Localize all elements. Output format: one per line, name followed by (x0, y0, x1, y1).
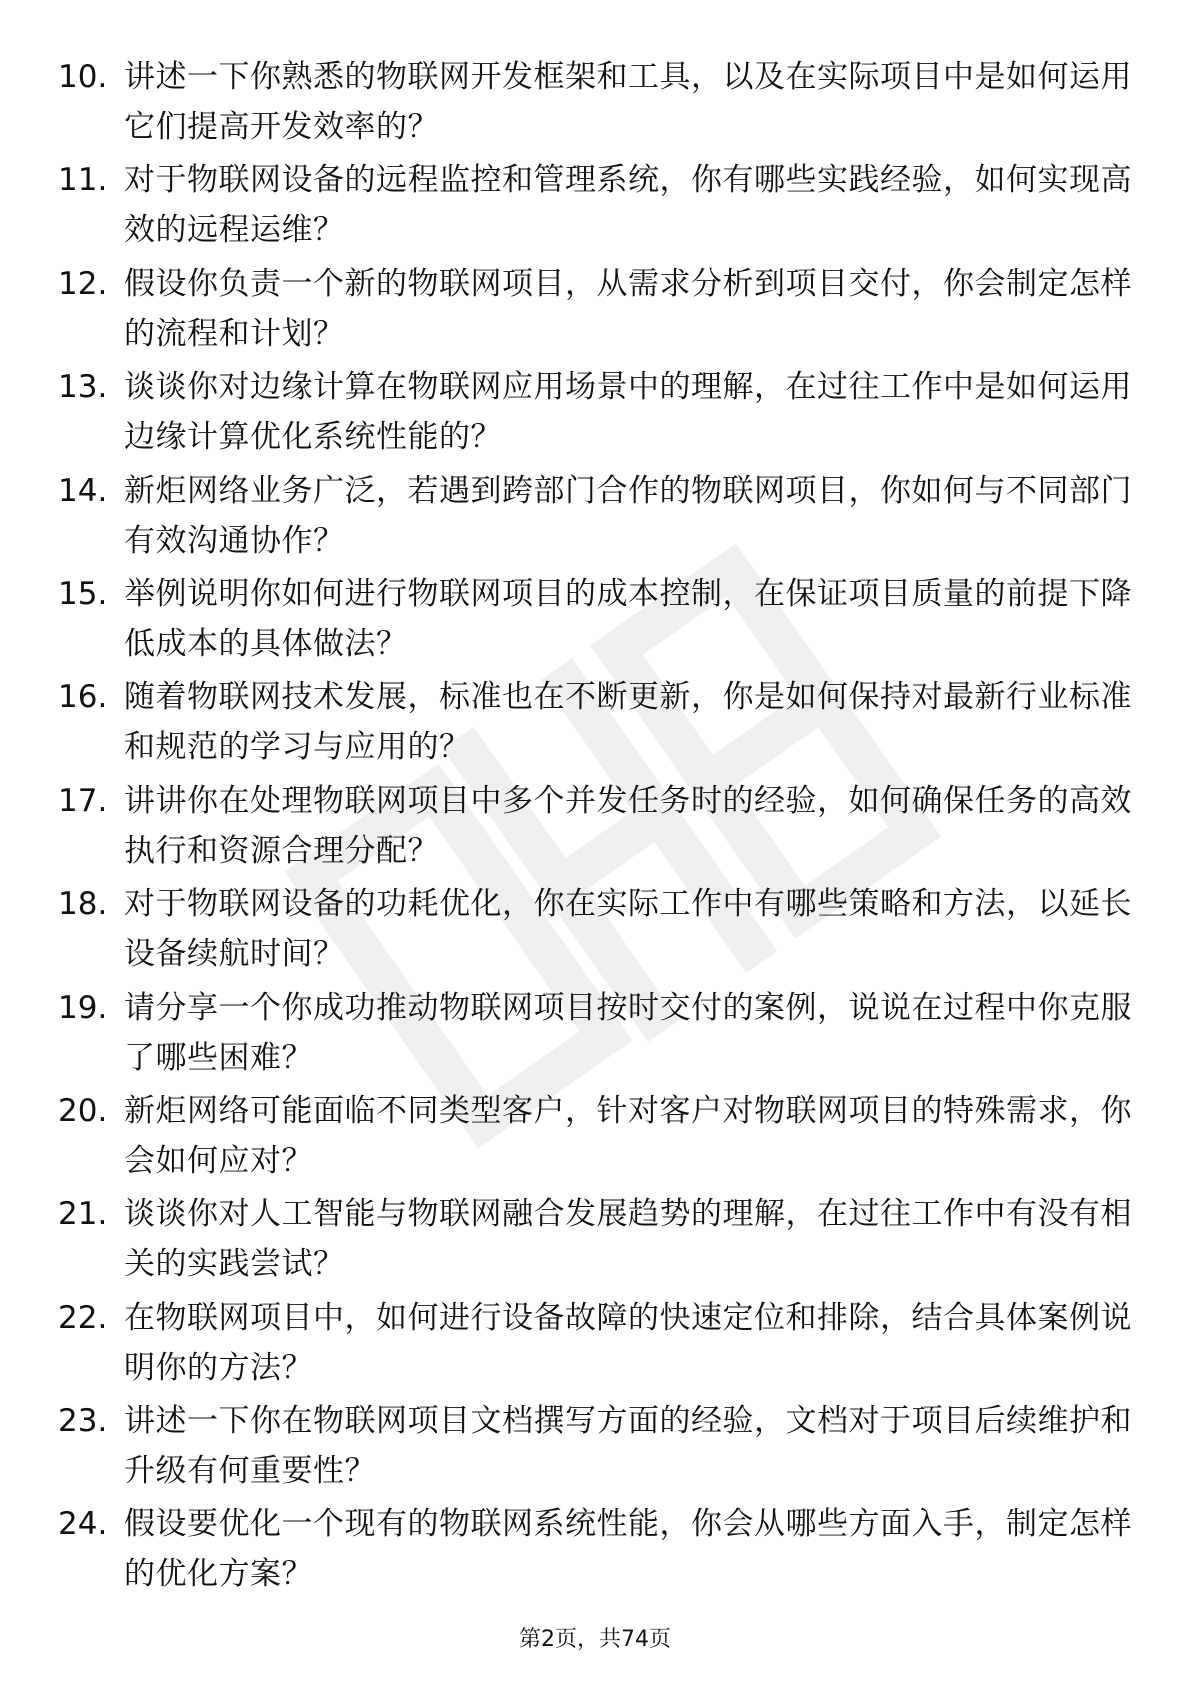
question-number: 18. (58, 886, 108, 923)
question-item (58, 362, 1138, 465)
page-footer: 第2页，共74页 (519, 1627, 671, 1652)
question-item (58, 1499, 1138, 1602)
question-item (58, 569, 1138, 672)
question-text: 假设要优化一个现有的物联网系统性能，你会从哪些方面入手，制定怎样的优化方案？ (124, 1506, 1132, 1593)
question-item (58, 1396, 1138, 1499)
question-number: 23. (58, 1403, 108, 1440)
question-number: 24. (58, 1506, 108, 1543)
question-text: 谈谈你对人工智能与物联网融合发展趋势的理解，在过往工作中有没有相关的实践尝试？ (124, 1196, 1132, 1283)
question-number: 20. (58, 1092, 108, 1129)
question-text: 讲述一下你熟悉的物联网开发框架和工具，以及在实际项目中是如何运用它们提高开发效率的？ (124, 59, 1132, 145)
question-number: 14. (58, 472, 108, 509)
question-text: 请分享一个你成功推动物联网项目按时交付的案例，说说在过程中你克服了哪些困难？ (124, 989, 1132, 1076)
question-text: 新炬网络可能面临不同类型客户，针对客户对物联网项目的特殊需求，你会如何应对？ (124, 1092, 1132, 1179)
question-item (58, 259, 1138, 362)
question-number: 21. (58, 1196, 108, 1233)
question-item (58, 1189, 1138, 1292)
question-item (58, 776, 1138, 879)
question-number: 15. (58, 575, 108, 612)
question-list (58, 52, 1138, 1603)
question-item (58, 52, 1138, 155)
question-text: 讲讲你在处理物联网项目中多个并发任务时的经验，如何确保任务的高效执行和资源合理分配？ (124, 782, 1132, 869)
question-item (58, 983, 1138, 1086)
question-text: 举例说明你如何进行物联网项目的成本控制，在保证项目质量的前提下降低成本的具体做法？ (124, 575, 1132, 662)
question-number: 17. (58, 782, 108, 819)
question-text: 谈谈你对边缘计算在物联网应用场景中的理解，在过往工作中是如何运用边缘计算优化系统性能的？ (124, 369, 1132, 456)
question-item (58, 466, 1138, 569)
question-item (58, 1293, 1138, 1396)
question-text: 随着物联网技术发展，标准也在不断更新，你是如何保持对最新行业标准和规范的学习与应用的？ (124, 679, 1132, 766)
question-number: 10. (58, 59, 108, 95)
question-item (58, 1086, 1138, 1189)
question-item (58, 155, 1138, 258)
question-number: 11. (58, 162, 108, 199)
question-text: 新炬网络业务广泛，若遇到跨部门合作的物联网项目，你如何与不同部门有效沟通协作？ (124, 472, 1132, 559)
question-number: 16. (58, 679, 108, 716)
question-number: 22. (58, 1299, 108, 1336)
question-text: 讲述一下你在物联网项目文档撰写方面的经验，文档对于项目后续维护和升级有何重要性？ (124, 1403, 1132, 1490)
question-item (58, 672, 1138, 775)
question-number: 19. (58, 989, 108, 1026)
question-number: 13. (58, 369, 108, 406)
question-text: 对于物联网设备的功耗优化，你在实际工作中有哪些策略和方法，以延长设备续航时间？ (124, 886, 1132, 973)
question-item (58, 879, 1138, 982)
question-text: 对于物联网设备的远程监控和管理系统，你有哪些实践经验，如何实现高效的远程运维？ (124, 162, 1132, 249)
question-text: 假设你负责一个新的物联网项目，从需求分析到项目交付，你会制定怎样的流程和计划？ (124, 265, 1132, 352)
question-number: 12. (58, 265, 108, 302)
question-text: 在物联网项目中，如何进行设备故障的快速定位和排除，结合具体案例说明你的方法？ (124, 1299, 1132, 1386)
